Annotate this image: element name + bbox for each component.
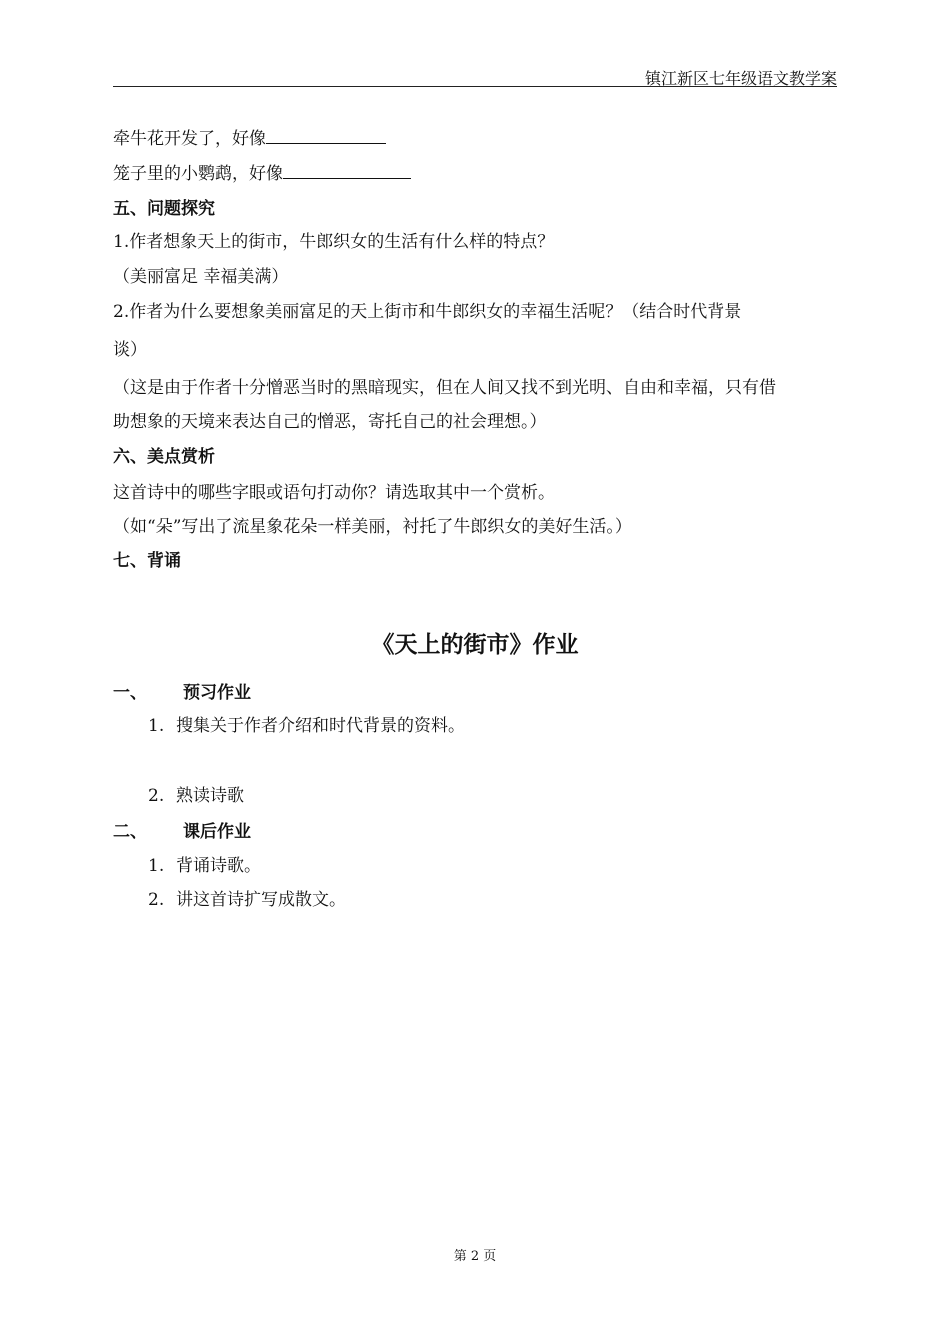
part-1-title: 预习作业 (183, 683, 251, 703)
question-2-line-2: 谈） (113, 340, 147, 360)
fill-blank-line-1 (113, 125, 386, 151)
section-5-title: 五、问题探究 (113, 199, 215, 219)
question-1: 1.作者想象天上的街市，牛郎织女的生活有什么样的特点？ (113, 232, 555, 252)
part-2-title: 课后作业 (183, 822, 251, 842)
list-item-text: 背诵诗歌。 (176, 856, 261, 876)
list-item (148, 714, 465, 738)
homework-part-1-heading (113, 681, 251, 705)
blank-underline-2 (283, 160, 411, 179)
fill-blank-line-2 (113, 160, 411, 186)
answer-1: （美丽富足 幸福美满） (113, 267, 289, 287)
question-2-line-1: 2.作者为什么要想象美丽富足的天上街市和牛郎织女的幸福生活呢？（结合时代背景 (113, 302, 742, 322)
list-item (148, 888, 346, 912)
answer-3: （如“朵”写出了流星象花朵一样美丽，衬托了牛郎织女的美好生活。） (113, 517, 632, 537)
homework-title: 《天上的街市》作业 (371, 632, 579, 658)
page-number: 第 2 页 (453, 1249, 497, 1264)
answer-2-line-1: （这是由于作者十分憎恶当时的黑暗现实，但在人间又找不到光明、自由和幸福，只有借 (113, 378, 776, 398)
list-item (148, 784, 244, 808)
list-item-number: 2. (148, 890, 165, 910)
part-1-number: 一、 (113, 683, 147, 703)
list-item-text: 讲这首诗扩写成散文。 (176, 890, 346, 910)
section-7-title: 七、背诵 (113, 551, 181, 571)
list-item-text: 搜集关于作者介绍和时代背景的资料。 (176, 716, 465, 736)
homework-part-2-heading (113, 820, 251, 844)
list-item-number: 1. (148, 856, 165, 876)
question-3: 这首诗中的哪些字眼或语句打动你？请选取其中一个赏析。 (113, 483, 555, 503)
section-6-title: 六、美点赏析 (113, 447, 215, 467)
blank-underline-1 (266, 125, 386, 144)
fill-blank-text-2: 笼子里的小鹦鹉，好像 (113, 164, 283, 184)
fill-blank-text-1: 牵牛花开发了，好像 (113, 129, 266, 149)
header-text: 镇江新区七年级语文教学案 (644, 69, 837, 88)
list-item-number: 1. (148, 716, 165, 736)
answer-2-line-2: 助想象的天境来表达自己的憎恶，寄托自己的社会理想。） (113, 412, 547, 432)
part-2-number: 二、 (113, 822, 147, 842)
list-item-number: 2. (148, 786, 165, 806)
list-item (148, 854, 261, 878)
page-header (113, 66, 837, 87)
list-item-text: 熟读诗歌 (176, 786, 244, 806)
